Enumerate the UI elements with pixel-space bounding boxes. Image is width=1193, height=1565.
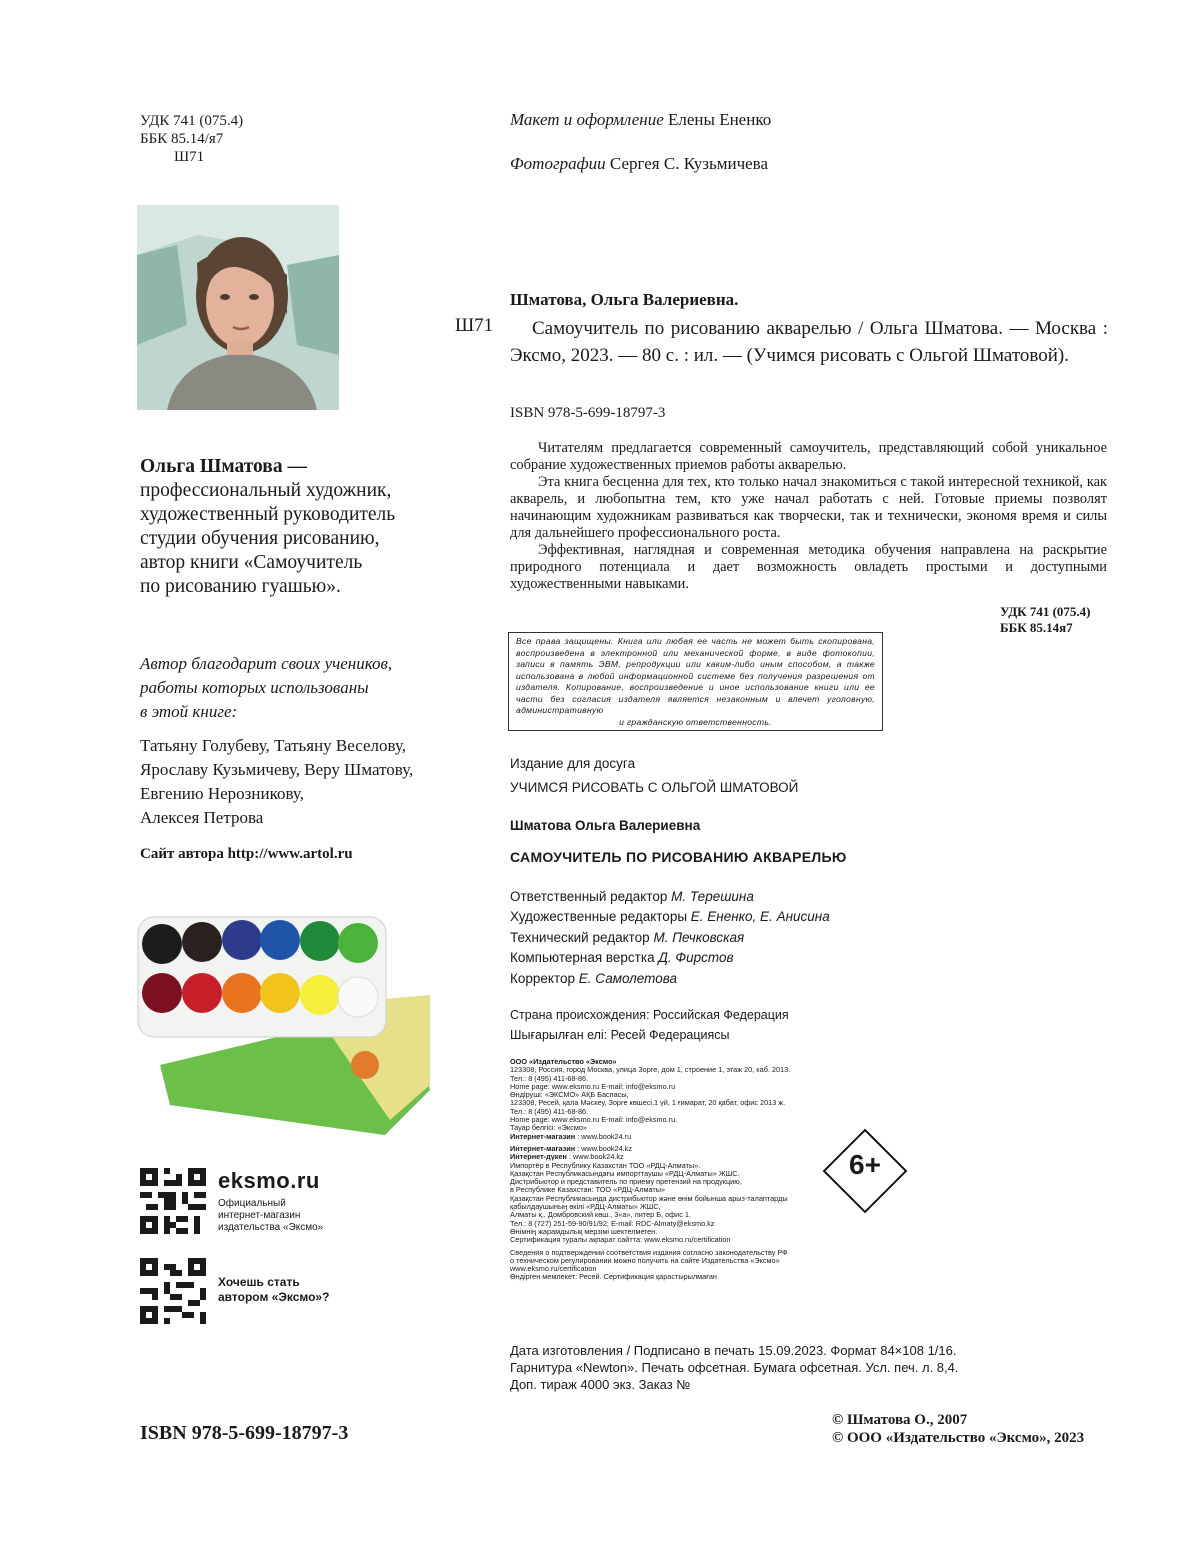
student-names <box>140 734 460 830</box>
annotation-paragraph: Эффективная, наглядная и современная методика обучения направлена на раскрытие природного потенциала и дает возможность овладеть простыми и доступными художественными навыками. <box>510 542 1107 592</box>
student-line: Алексея Петрова <box>140 808 264 827</box>
imprint-line: 123308, Россия, город Москва, улица Зорге, дом 1, строение 1, этаж 20, каб. 2013. <box>510 1065 791 1075</box>
shop-url[interactable]: : www.book24.kz <box>575 1143 632 1153</box>
acknowledgements <box>140 652 460 830</box>
udk-block-top <box>140 112 243 166</box>
qr-code-eksmo-shop[interactable] <box>140 1168 206 1234</box>
udk-block-right <box>1000 604 1091 636</box>
udk-line: УДК 741 (075.4) <box>140 113 244 129</box>
author-mark: Ш71 <box>174 149 205 165</box>
annotation-paragraph: Эта книга бесценна для тех, кто только начал знакомиться с такой интересной техникой, как акварель, и любопытна тем, кто уже начал работать с ней. Готовые приемы позволят начинающим художникам развиваться как творчески, так и технически, экономя время и силы для дальнейшего профессионального роста. <box>510 474 1107 541</box>
eksmo-caption <box>218 1198 323 1234</box>
imprint-line: в Республике Казахстан: ТОО «РДЦ-Алматы» <box>510 1185 666 1195</box>
credit-name: Сергея С. Кузьмичева <box>609 154 769 173</box>
watercolor-paint-box-photo <box>130 905 440 1135</box>
imprint-line: о техническом регулировании можно получить на сайте Издательства «Эксмо» <box>510 1255 780 1265</box>
bib-title-text: Самоучитель по рисованию акварелью / Ольга Шматова. — Москва : Эксмо, 2023. — 80 с. : ил. — (Учимся рисовать с Ольгой Шматовой). <box>510 318 1108 366</box>
staff-role: Ответственный редактор <box>510 889 668 904</box>
rights-text: Все права защищены. Книга или любая ее часть не может быть скопирована, воспроизведена в электронной или механической форме, в виде фотокопии, записи в память ЭВМ, репродукции или каким-либо иным способом, а также использована в любой информационной системе без получения разрешения от издателя. Копирование, воспроизведение и иное использование книги или ее части без согласия издателя является незаконным и влечет уголовную, административную <box>516 636 875 715</box>
student-line: Ярославу Кузьмичеву, Веру Шматову, <box>140 760 414 779</box>
student-line: Евгению Нерозникову, <box>140 784 304 803</box>
bio-line: автор книги «Самоучитель <box>140 552 363 573</box>
design-credits <box>510 110 771 198</box>
imprint-line: Өнімнің жарамдылық мерзімі шектелмеген. <box>510 1226 658 1236</box>
imprint-line: Өндіруші: «ЭКСМО» АҚБ Баспасы, <box>510 1090 629 1100</box>
staff-line <box>510 907 830 927</box>
eksmo-caption-line: издательства «Эксмо» <box>218 1222 324 1233</box>
shop-label: Интернет-дүкен <box>510 1152 567 1162</box>
imprint-line: Тауар белгісі: «Эксмо» <box>510 1123 587 1133</box>
become-author-line: автором «Эксмо»? <box>218 1290 330 1304</box>
copyright-line: © ООО «Издательство «Эксмо», 2023 <box>832 1430 1085 1446</box>
bib-isbn: ISBN 978-5-699-18797-3 <box>510 405 666 421</box>
udk-line: УДК 741 (075.4) <box>1000 604 1091 619</box>
thanks-line: в этой книге: <box>140 702 238 721</box>
edition-info <box>510 752 798 800</box>
credit-role: Макет и оформление <box>510 110 664 129</box>
shop-label: Интернет-магазин <box>510 1143 576 1153</box>
print-line: Дата изготовления / Подписано в печать 15.09.2023. Формат 84×108 1/16. <box>510 1343 957 1358</box>
eksmo-caption-line: Официальный <box>218 1198 286 1209</box>
copyright-line: © Шматова О., 2007 <box>832 1412 968 1428</box>
country-of-origin <box>510 1006 789 1045</box>
qr-code-become-author[interactable] <box>140 1258 206 1324</box>
staff-role: Художественные редакторы <box>510 909 688 925</box>
copyright-block <box>832 1411 1084 1447</box>
bio-line: студии обучения рисованию, <box>140 528 380 549</box>
print-data <box>510 1342 959 1393</box>
staff-name: М. Печковская <box>653 929 745 945</box>
bbk-line: ББК 85.14я7 <box>1000 620 1073 635</box>
print-line: Доп. тираж 4000 экз. Заказ № <box>510 1377 691 1392</box>
imprint-head: ООО «Издательство «Эксмо» <box>510 1057 617 1066</box>
annotation <box>510 440 1107 593</box>
origin-line: Шығарылған елі: Ресей Федерациясы <box>510 1027 730 1042</box>
thanks-line: Автор благодарит своих учеников, <box>140 654 393 673</box>
rights-text-last: и гражданскую ответственность. <box>619 716 772 727</box>
author-portrait-photo <box>137 205 339 410</box>
imprint-line: Тел.: 8 (727) 251-59-90/91/92; E-mail: RDC-Almaty@eksmo.kz <box>510 1218 715 1228</box>
edition-title: САМОУЧИТЕЛЬ ПО РИСОВАНИЮ АКВАРЕЛЬЮ <box>510 849 847 865</box>
imprint-line: Сертификация туралы ақпарат сайтта: www.eksmo.ru/certification <box>510 1235 731 1245</box>
editorial-staff <box>510 887 830 989</box>
student-line: Татьяну Голубеву, Татьяну Веселову, <box>140 736 406 755</box>
bio-line: художественный руководитель <box>140 504 396 525</box>
shop-url[interactable]: : www.book24.ru <box>575 1131 632 1141</box>
staff-name: Е. Самолетова <box>578 970 677 986</box>
imprint-line: Home page: www.eksmo.ru E-mail: info@eksmo.ru <box>510 1081 676 1091</box>
staff-line <box>510 969 830 989</box>
imprint-line: www.eksmo.ru/certification <box>510 1264 597 1274</box>
staff-role: Корректор <box>510 970 576 986</box>
bib-description <box>510 315 1108 369</box>
imprint-line: Қазақстан Республикасындағы импорттаушы «РДЦ-Алматы» ЖШС. <box>510 1168 740 1178</box>
staff-line <box>510 928 830 948</box>
staff-role: Технический редактор <box>510 929 650 945</box>
bib-heading: Шматова, Ольга Валериевна. <box>510 290 739 309</box>
imprint-line: Home page: www.eksmo.ru E-mail: info@eksmo.ru. <box>510 1115 678 1125</box>
bib-author-mark: Ш71 <box>455 315 494 336</box>
publisher-imprint <box>510 1058 850 1282</box>
imprint-line: қабылдаушының өкілі «РДЦ-Алматы» ЖШС, <box>510 1202 661 1212</box>
annotation-paragraph: Читателям предлагается современный самоучитель, представляющий собой уникальное собрание художественных приемов работы акварелью. <box>510 440 1107 473</box>
staff-name: Д. Фирстов <box>658 950 734 966</box>
staff-name: Е. Ененко, Е. Анисина <box>690 909 830 925</box>
eksmo-caption-line: интернет-магазин <box>218 1210 301 1221</box>
become-author-line: Хочешь стать <box>218 1275 300 1289</box>
become-author-link[interactable] <box>218 1275 329 1305</box>
thanks-line: работы которых использованы <box>140 678 369 697</box>
staff-name: М. Терешина <box>671 889 754 904</box>
staff-line <box>510 887 830 907</box>
imprint-line: Тел.: 8 (495) 411-68-86. <box>510 1106 589 1116</box>
author-site[interactable]: Сайт автора http://www.artol.ru <box>140 846 353 862</box>
isbn-bottom: ISBN 978-5-699-18797-3 <box>140 1422 349 1444</box>
bio-line: профессиональный художник, <box>140 480 392 501</box>
edition-author: Шматова Ольга Валериевна <box>510 818 701 833</box>
imprint-line: Дистрибьютор и представитель по приему претензий на продукцию, <box>510 1177 742 1187</box>
imprint-line: Тел.: 8 (495) 411-68-86. <box>510 1073 589 1083</box>
shop-url[interactable]: : www.book24.kz <box>566 1152 624 1162</box>
staff-line <box>510 948 830 968</box>
imprint-shop-line <box>510 1133 850 1141</box>
imprint-line: 123308, Ресей, қала Мәскеу, Зорге көшесі,1 үй, 1 ғимарат, 20 қабат, офис 2013 ж. <box>510 1098 786 1108</box>
rights-notice-box <box>508 632 883 731</box>
credit-role: Фотографии <box>510 154 606 173</box>
series-name: УЧИМСЯ РИСОВАТЬ С ОЛЬГОЙ ШМАТОВОЙ <box>510 780 799 795</box>
print-line: Гарнитура «Newton». Печать офсетная. Бумага офсетная. Усл. печ. л. 8,4. <box>510 1360 959 1375</box>
credit-name: Елены Ененко <box>668 110 772 129</box>
staff-role: Компьютерная верстка <box>510 950 655 966</box>
imprint-line: Қазақстан Республикасында дистрибьютор және өнім бойынша арыз-талаптарды <box>510 1193 788 1203</box>
origin-line: Страна происхождения: Российская Федерация <box>510 1008 789 1022</box>
bbk-line: ББК 85.14/я7 <box>140 131 224 147</box>
imprint-line: Сведения о подтверждении соответствия издания согласно законодательству РФ <box>510 1247 788 1257</box>
age-rating-label: 6+ <box>849 1149 881 1180</box>
imprint-line: Импортёр в Республику Казахстан ТОО «РДЦ-Алматы». <box>510 1160 701 1170</box>
credit-line <box>510 110 771 130</box>
credit-line <box>510 154 771 174</box>
imprint-line: Алматы қ., Домбровский көш., 3«а», литер Б, офис 1. <box>510 1210 692 1220</box>
eksmo-promo <box>218 1168 323 1234</box>
shop-label: Интернет-магазин <box>510 1131 576 1141</box>
eksmo-brand[interactable]: eksmo.ru <box>218 1168 320 1193</box>
bio-line: по рисованию гуашью». <box>140 576 341 597</box>
imprint-line: Өндірген мемлекет: Ресей. Сертификация қарастырылмаған <box>510 1272 717 1282</box>
author-bio <box>140 455 440 599</box>
bio-name: Ольга Шматова — <box>140 456 307 477</box>
edition-type: Издание для досуга <box>510 756 636 771</box>
